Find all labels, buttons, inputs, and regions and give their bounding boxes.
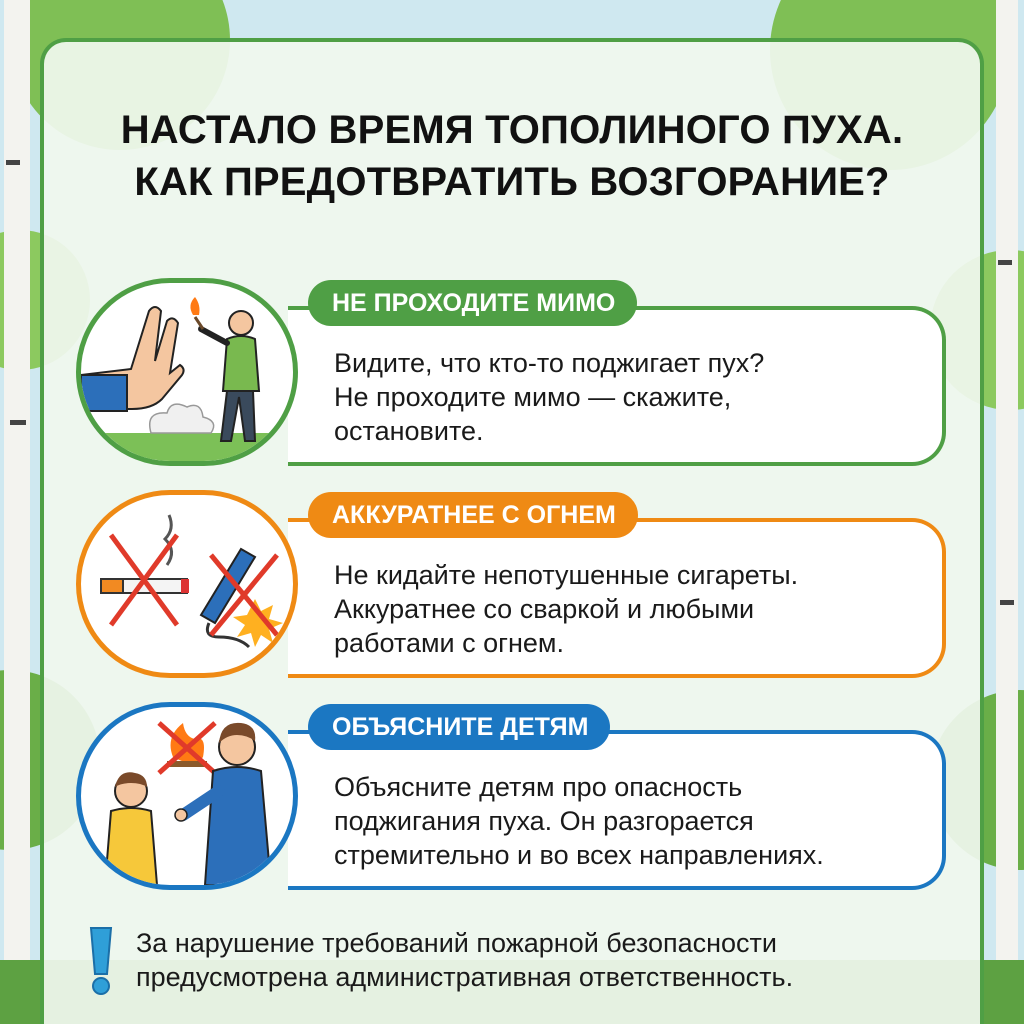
exclamation-icon	[88, 926, 114, 996]
card-heading: НЕ ПРОХОДИТЕ МИМО	[308, 280, 637, 326]
footer-line-2: предусмотрена административная ответственность.	[136, 962, 794, 992]
crossed-cigarette-and-welding-icon	[76, 490, 298, 678]
stop-hand-person-with-match-icon	[76, 278, 298, 466]
card-explain-to-children	[76, 702, 946, 890]
title-line-1: НАСТАЛО ВРЕМЯ ТОПОЛИНОГО ПУХА.	[120, 108, 904, 152]
card-text: Видите, что кто-то поджигает пух? Не проходите мимо — скажите, остановите.	[334, 348, 765, 446]
adult-explaining-to-child-icon	[76, 702, 298, 890]
card-heading: АККУРАТНЕЕ С ОГНЕМ	[308, 492, 638, 538]
card-do-not-pass-by	[76, 278, 946, 466]
page-title	[60, 104, 964, 208]
card-heading: ОБЪЯСНИТЕ ДЕТЯМ	[308, 704, 610, 750]
footer-line-1: За нарушение требований пожарной безопасности	[136, 928, 777, 958]
card-careful-with-fire	[76, 490, 946, 678]
card-text: Объясните детям про опасность поджигания пуха. Он разгорается стремительно и во всех направлениях.	[334, 772, 824, 870]
title-line-2: КАК ПРЕДОТВРАТИТЬ ВОЗГОРАНИЕ?	[134, 160, 890, 204]
card-text: Не кидайте непотушенные сигареты. Аккуратнее со сваркой и любыми работами с огнем.	[334, 560, 799, 658]
footer-note	[136, 926, 793, 994]
